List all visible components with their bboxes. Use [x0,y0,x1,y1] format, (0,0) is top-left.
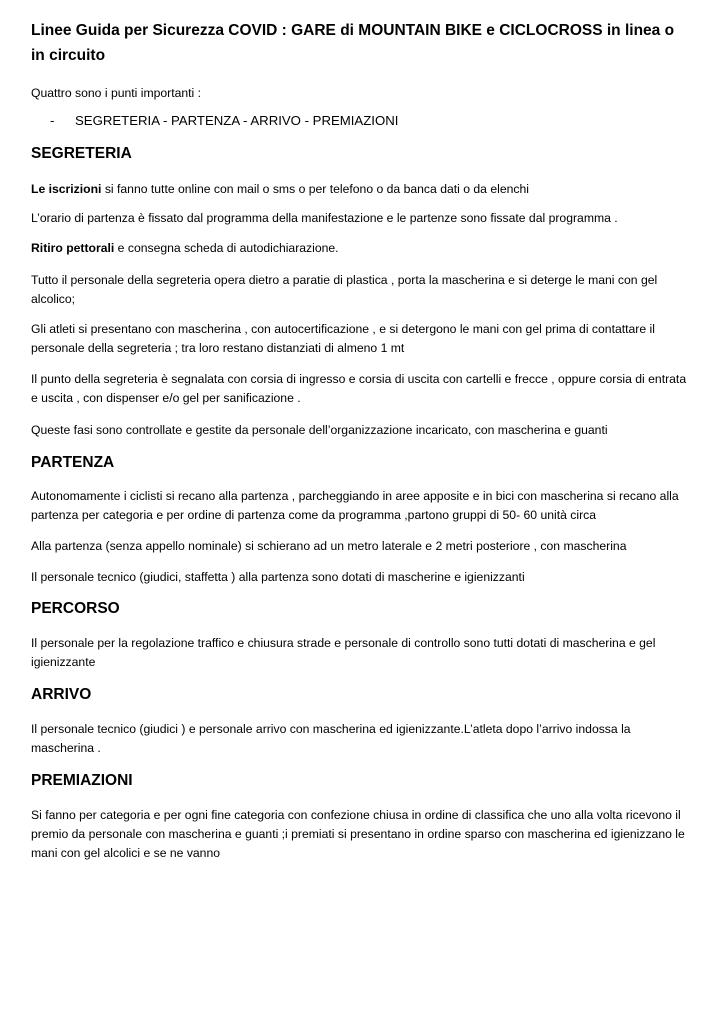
intro-text [31,84,691,103]
segreteria-p6: Il punto della segreteria è segnalata con corsia di ingresso e corsia di uscita con cartelli e frecce , oppure corsia di entrata e uscita , con dispenser e/o gel per sanificazione . [31,372,687,405]
premiazioni-p1: Si fanno per categoria e per ogni fine categoria con confezione chiusa in ordine di classifica che uno alla volta ricevono il premio da personale con mascherina e guanti ;i premiati si presentano in ordine sparso con mascherina ed igienizzano le mani con gel alcolici e se ne vanno [31,808,685,860]
partenza-p3: Il personale tecnico (giudici, staffetta ) alla partenza sono dotati di mascherine e igienizzanti [31,570,525,584]
section-heading-arrivo: ARRIVO [31,686,92,703]
partenza-p2: Alla partenza (senza appello nominale) si schierano ad un metro laterale e 2 metri posteriore , con mascherina [31,539,627,553]
intro-paragraph: Quattro sono i punti importanti : [31,86,202,100]
section-heading-partenza: PARTENZA [31,454,115,471]
list-item: SEGRETERIA - PARTENZA - ARRIVO - PREMIAZIONI [75,113,399,128]
section-heading-percorso: PERCORSO [31,600,120,617]
arrivo-p1: Il personale tecnico (giudici ) e personale arrivo con mascherina ed igienizzante.L’atleta dopo l’arrivo indossa la mascherina . [31,722,631,755]
bold-term: Ritiro pettorali [31,241,115,255]
bold-term: Le iscrizioni [31,182,102,196]
segreteria-p4: Tutto il personale della segreteria opera dietro a paratie di plastica , porta la mascherina e si deterge le mani con gel alcolico; [31,273,658,306]
section-heading-premiazioni: PREMIAZIONI [31,772,133,789]
segreteria-p1 [31,180,691,199]
segreteria-p7: Queste fasi sono controllate e gestite da personale dell’organizzazione incaricato, con mascherina e guanti [31,423,608,437]
segreteria-p3 [31,239,691,258]
percorso-p1: Il personale per la regolazione traffico e chiusura strade e personale di controllo sono tutti dotati di mascherina e gel igienizzante [31,636,656,669]
list-bullet: - [50,113,55,128]
document-title: Linee Guida per Sicurezza COVID : GARE di MOUNTAIN BIKE e CICLOCROSS in linea o in circuito [31,22,675,64]
segreteria-p2: L’orario di partenza è fissato dal programma della manifestazione e le partenze sono fissate dal programma . [31,211,618,225]
partenza-p1: Autonomamente i ciclisti si recano alla partenza , parcheggiando in aree apposite e in bici con mascherina si recano alla partenza per categoria e per ordine di partenza come da programma ,partono gruppi di 50- 60 unità circa [31,489,679,522]
section-heading-segreteria: SEGRETERIA [31,145,132,162]
segreteria-p5: Gli atleti si presentano con mascherina , con autocertificazione , e si detergono le mani con gel prima di contattare il personale della segreteria ; tra loro restano distanziati di almeno 1 mt [31,322,655,355]
points-list [50,112,398,130]
paragraph-text: e consegna scheda di autodichiarazione. [114,241,339,255]
paragraph-text: si fanno tutte online con mail o sms o per telefono o da banca dati o da elenchi [101,182,529,196]
